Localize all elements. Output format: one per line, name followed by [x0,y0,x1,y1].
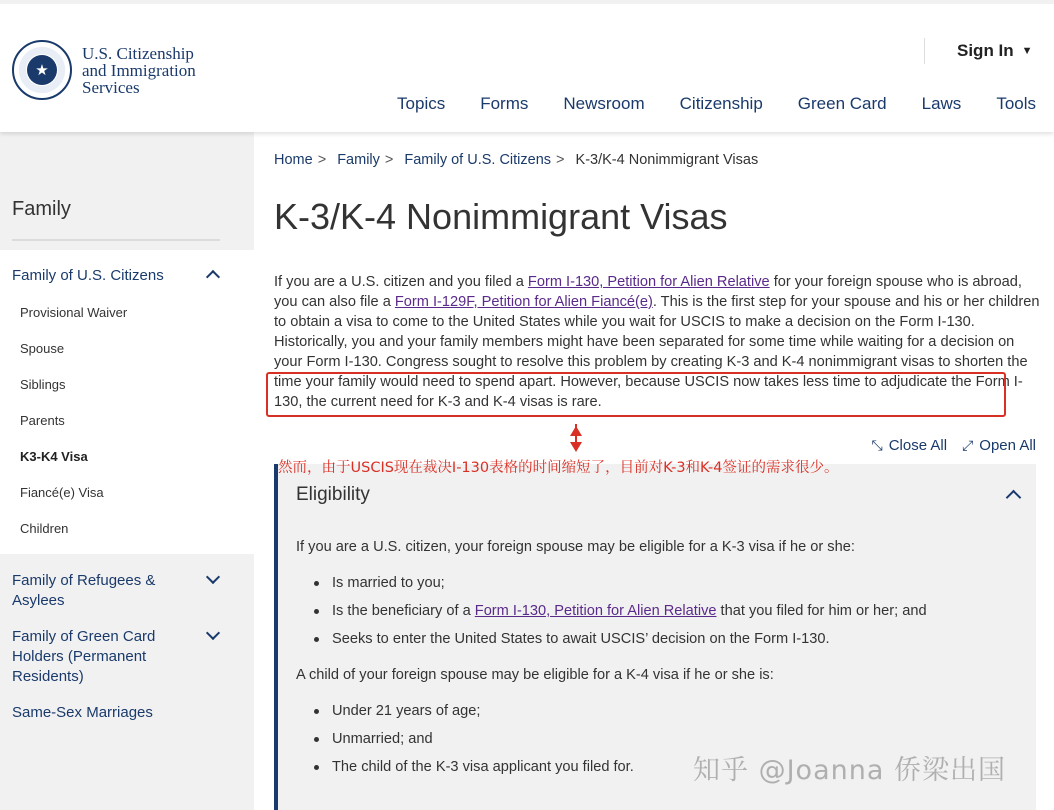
arrow-up-icon [570,426,582,436]
main-nav [362,94,1036,114]
nav-laws[interactable]: Laws [921,94,962,113]
divider [12,239,220,241]
sidebar-item-parents[interactable]: Parents [20,413,65,428]
eligibility-paragraph-k4: A child of your foreign spouse may be eligible for a K-4 visa if he or she is: [296,667,774,683]
chevron-up-icon[interactable] [206,270,220,284]
dhs-seal-icon [12,40,72,100]
list-item-text: that you filed for him or her; and [716,603,927,619]
list-item: Is married to you; [314,569,927,597]
agency-line-2: and Immigration [82,60,196,80]
accordion-title[interactable]: Eligibility [296,484,370,505]
list-item: Seeks to enter the United States to await USCIS’ decision on the Form I-130. [314,625,927,653]
breadcrumb-current: K-3/K-4 Nonimmigrant Visas [575,152,759,168]
k4-requirements-list [314,697,634,781]
arrow-down-icon [570,442,582,452]
chevron-down-icon[interactable] [206,626,220,640]
sidebar-item-children[interactable]: Children [20,521,69,536]
sidebar-header [0,132,254,250]
intro-text: for your foreign spouse who is abroad, you can also file a [274,274,1022,310]
watermark: 知乎 @Joanna 侨梁出国 [693,755,1006,786]
intro-text: If you are a U.S. citizen and you filed a [274,274,528,290]
close-all-label: Close All [888,437,948,454]
breadcrumb-home[interactable]: Home [274,152,313,168]
form-i130-link[interactable]: Form I-130, Petition for Alien Relative [527,274,770,290]
collapse-icon: ⤡ [871,437,883,453]
list-item: Under 21 years of age; [314,697,634,725]
sidebar-expanded-section [0,250,254,554]
accordion-controls [857,437,1036,454]
sidebar-item-family-of-green-card-holders[interactable] [12,627,155,687]
breadcrumb-family[interactable]: Family [337,152,380,168]
form-i129f-link[interactable]: Form I-129F, Petition for Alien Fiancé(e) [394,294,653,310]
sidebar-title: Family [12,198,71,220]
uscis-logo[interactable] [12,40,196,100]
breadcrumb-separator: > [384,152,394,168]
sidebar-item-family-of-refugees[interactable] [12,571,155,611]
page-title: K-3/K-4 Nonimmigrant Visas [274,196,728,237]
sidebar-item-k3-k4-visa[interactable]: K3-K4 Visa [20,449,88,464]
site-header [0,0,1054,132]
open-all-label: Open All [979,437,1036,454]
nav-newsroom[interactable]: Newsroom [563,94,645,113]
chevron-down-icon[interactable] [206,570,220,584]
open-all-button[interactable] [962,437,1036,454]
sidebar-item-family-of-us-citizens[interactable]: Family of U.S. Citizens [12,267,164,284]
nav-tools[interactable]: Tools [996,94,1036,113]
signin-container [924,38,1033,64]
sidebar-item-label: Residents) [12,668,84,685]
sidebar-item-fiance-visa[interactable]: Fiancé(e) Visa [20,485,104,500]
close-all-button[interactable] [872,437,948,454]
chevron-up-icon[interactable] [1006,490,1022,506]
nav-topics[interactable]: Topics [397,94,446,113]
highlight-box [266,372,1006,417]
list-item [314,597,927,625]
eagle-icon: ★ [27,55,57,85]
agency-line-3: Services [82,77,140,97]
agency-line-1: U.S. Citizenship [82,43,194,63]
agency-name [82,45,196,96]
annotation-text: 然而，由于USCIS现在裁决I-130表格的时间缩短了，目前对K-3和K-4签证的需求很少。 [278,460,839,476]
sidebar-item-spouse[interactable]: Spouse [20,341,65,356]
breadcrumb-separator: > [317,152,327,168]
intro-text: . This is the first step for your spouse and his or her children to obtain a visa to come to the United States while you wait for USCIS to make a decision on the Form I-130. Historically, you and your family members might have been separated for some time while waiting for a decision on your Form I-130. Congress sought to resolve this problem by creating K-3 and K-4 nonimmigrant visas to shorten the time your family would need to spend apart. However, because USCIS now takes less time to adjudicate the Form I-130, the current need for K-3 and K-4 visas is rare. [274,294,1040,410]
sidebar-item-label: Holders (Permanent [12,648,147,665]
nav-forms[interactable]: Forms [480,94,529,113]
sidebar-item-label: Family of Green Card [12,628,156,645]
sidebar-item-siblings[interactable]: Siblings [20,377,66,392]
breadcrumb-family-of-us-citizens[interactable]: Family of U.S. Citizens [404,152,552,168]
eligibility-paragraph-k3: If you are a U.S. citizen, your foreign spouse may be eligible for a K-3 visa if he or she: [296,539,855,555]
signin-button[interactable]: Sign In [957,41,1014,60]
k3-requirements-list [314,569,927,653]
breadcrumb [274,152,758,168]
sidebar-item-same-sex-marriages[interactable]: Same-Sex Marriages [12,704,153,721]
list-item-text: Is the beneficiary of a [332,603,475,619]
expand-icon: ⤢ [962,437,974,453]
form-i130-link[interactable]: Form I-130, Petition for Alien Relative [474,603,717,619]
list-item: The child of the K-3 visa applicant you filed for. [314,753,634,781]
caret-down-icon[interactable]: ▼ [1021,45,1033,57]
sidebar [0,132,254,810]
sidebar-item-label: Asylees [12,592,65,609]
sidebar-item-label: Family of Refugees & [12,572,156,589]
breadcrumb-separator: > [556,152,565,168]
list-item: Unmarried; and [314,725,634,753]
sidebar-item-provisional-waiver[interactable]: Provisional Waiver [20,305,128,320]
nav-green-card[interactable]: Green Card [797,94,887,113]
nav-citizenship[interactable]: Citizenship [679,94,763,113]
